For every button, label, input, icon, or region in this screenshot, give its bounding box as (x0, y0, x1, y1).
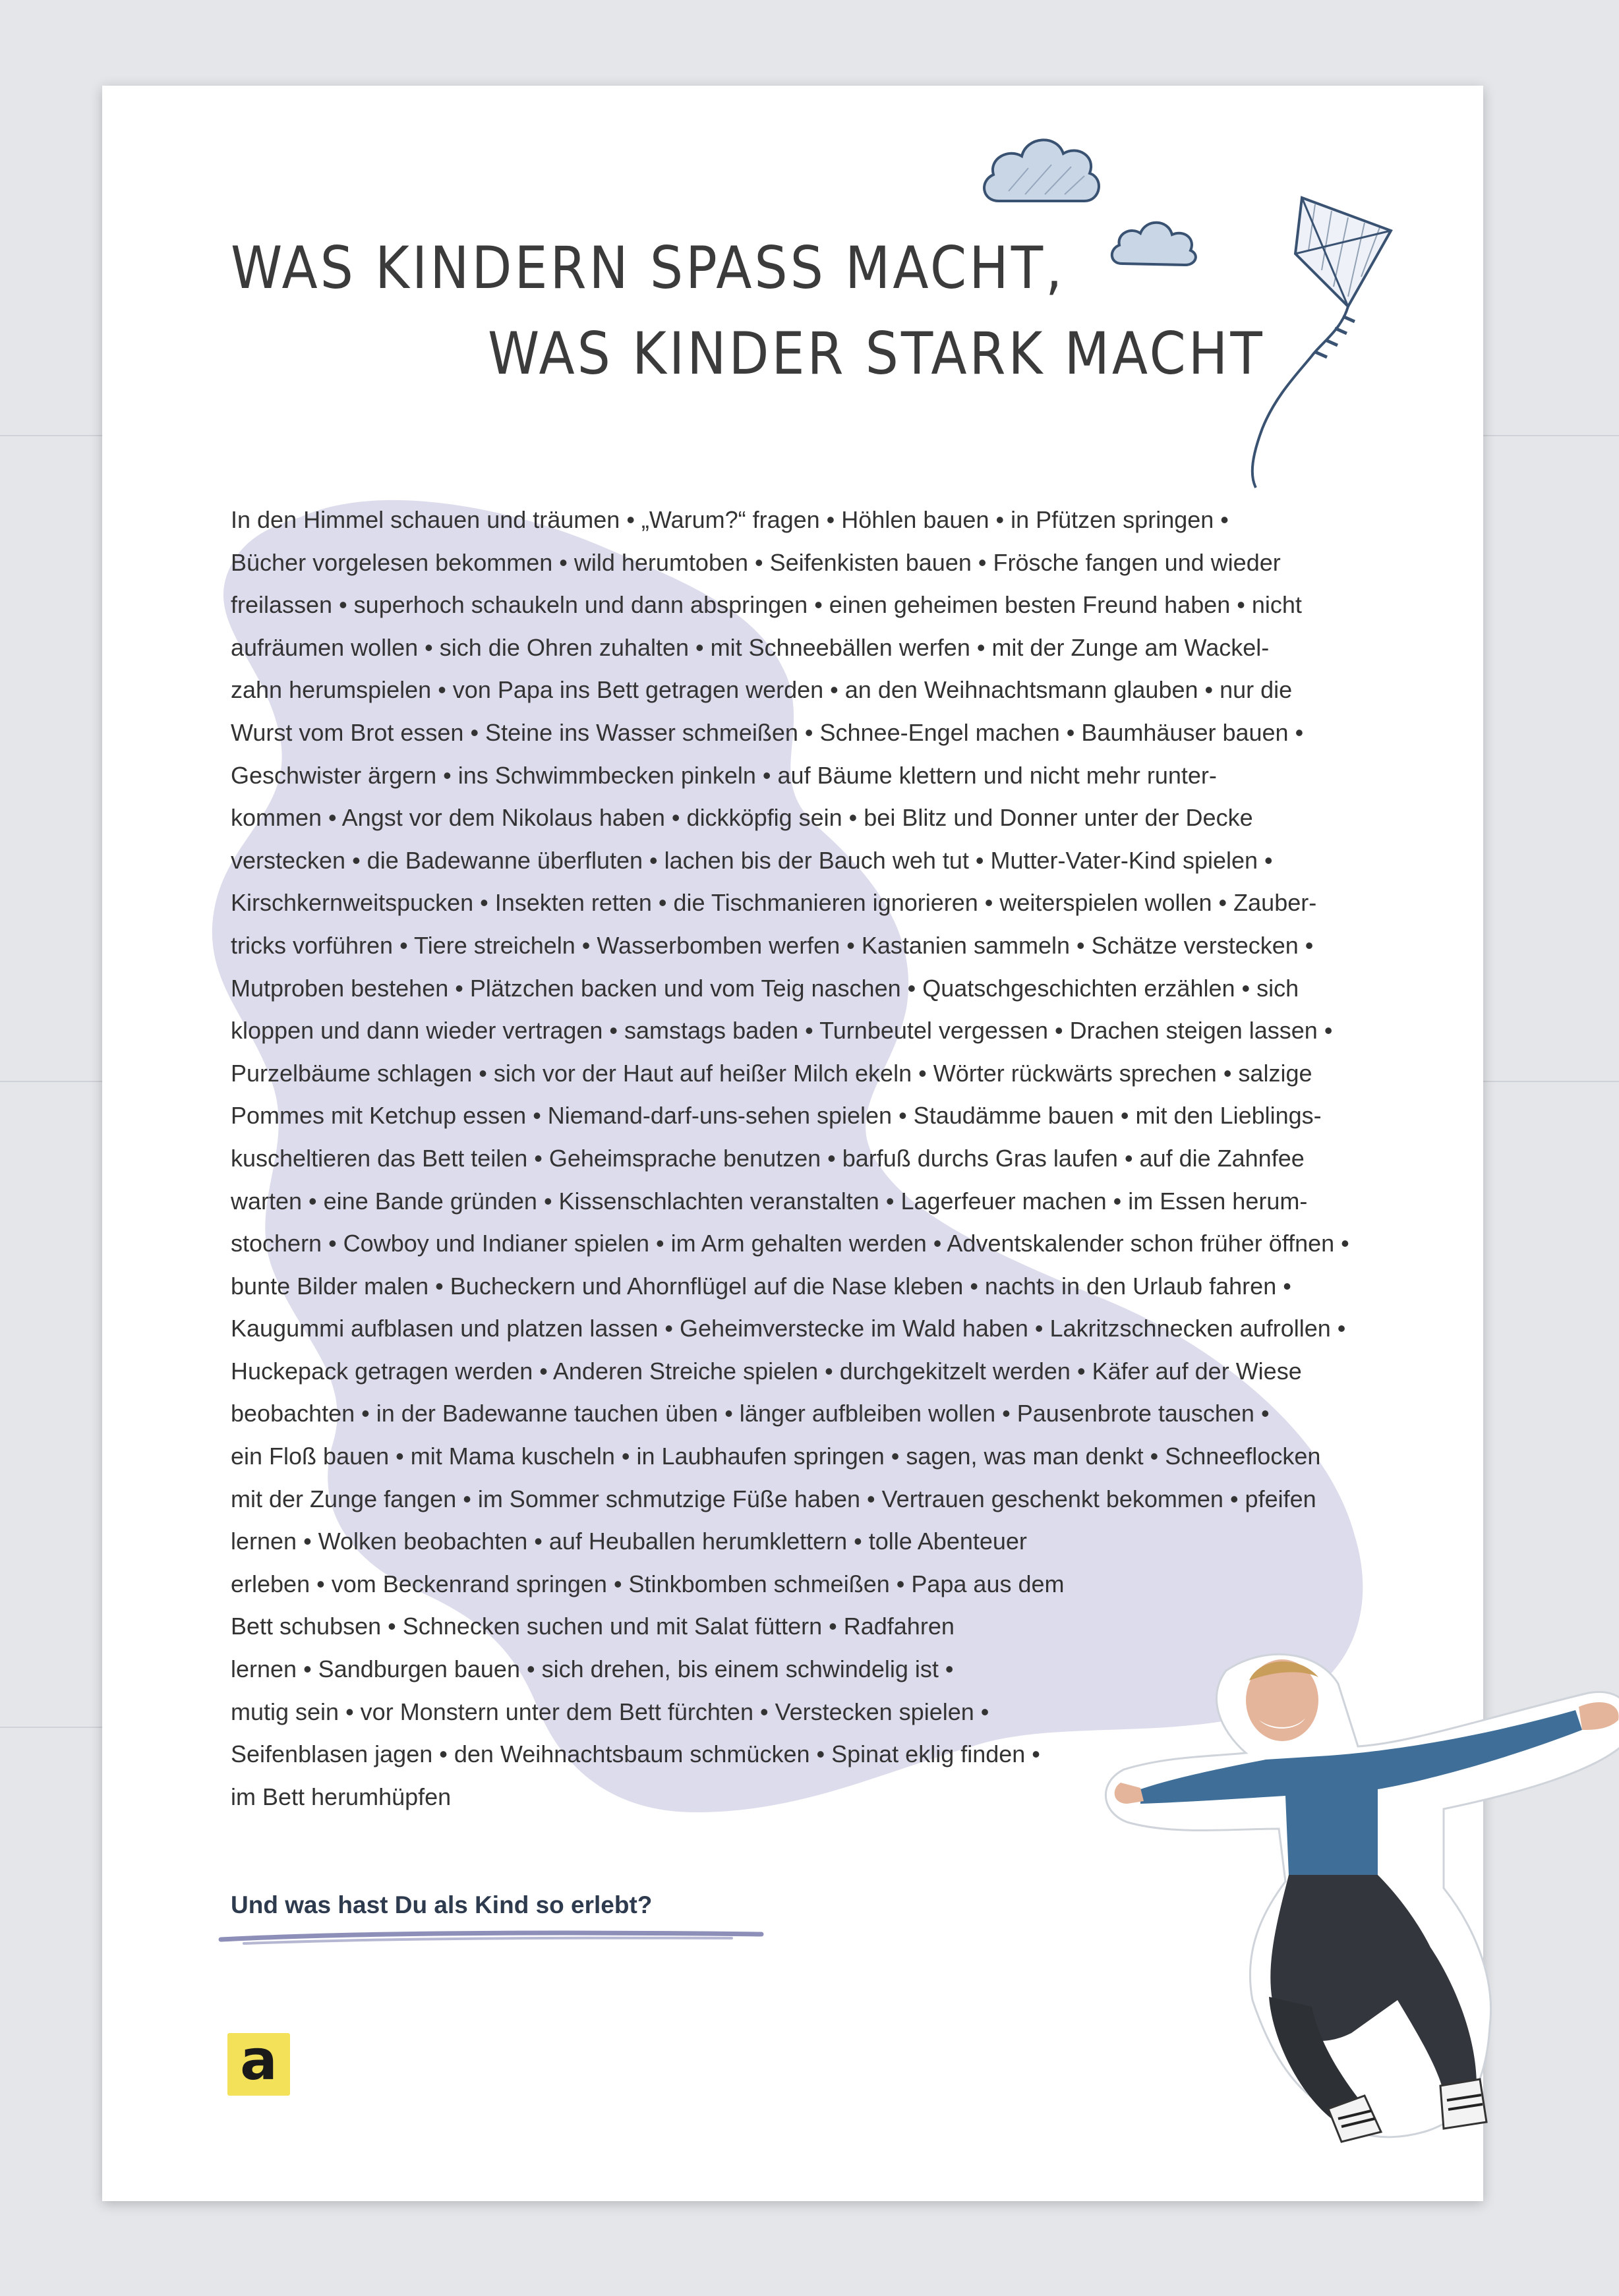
text-line: Bücher vorgelesen bekommen • wild herumtoben • Seifenkisten bauen • Frösche fangen und wieder (231, 548, 1281, 576)
activities-text (231, 499, 1361, 1818)
text-line: ein Floß bauen • mit Mama kuscheln • in Laubhaufen springen • sagen, was man denkt • Schneeflocken (231, 1443, 1321, 1470)
text-line: mutig sein • vor Monstern unter dem Bett fürchten • Verstecken spielen • (231, 1698, 989, 1725)
text-line: Pommes mit Ketchup essen • Niemand-darf-uns-sehen spielen • Staudämme bauen • mit den Lieblings- (231, 1102, 1322, 1130)
text-line: erleben • vom Beckenrand springen • Stinkbomben schmeißen • Papa aus dem (231, 1570, 1065, 1597)
text-line: tricks vorführen • Tiere streicheln • Wasserbomben werfen • Kastanien sammeln • Schätze verstecken • (231, 931, 1314, 959)
cloud-icon (979, 129, 1104, 214)
text-line: lernen • Wolken beobachten • auf Heuballen herumklettern • tolle Abenteuer (231, 1528, 1027, 1555)
text-line: Wurst vom Brot essen • Steine ins Wasser schmeißen • Schnee-Engel machen • Baumhäuser bauen • (231, 718, 1304, 746)
text-line: beobachten • in der Badewanne tauchen üben • länger aufbleiben wollen • Pausenbrote tauschen • (231, 1400, 1270, 1427)
text-line: stochern • Cowboy und Indianer spielen • im Arm gehalten werden • Adventskalender schon früher öffnen • (231, 1230, 1349, 1257)
text-line: verstecken • die Badewanne überfluten • lachen bis der Bauch weh tut • Mutter-Vater-Kind spielen • (231, 846, 1273, 874)
text-line: mit der Zunge fangen • im Sommer schmutzige Füße haben • Vertrauen geschenkt bekommen • pfeifen (231, 1485, 1316, 1512)
text-line: Kirschkernweitspucken • Insekten retten • die Tischmanieren ignorieren • weiterspielen wollen • Zauber- (231, 889, 1317, 917)
text-line: aufräumen wollen • sich die Ohren zuhalten • mit Schneebällen werfen • mit der Zunge am Wackel- (231, 633, 1270, 661)
text-line: Bett schubsen • Schnecken suchen und mit Salat füttern • Radfahren (231, 1613, 955, 1640)
text-line: warten • eine Bande gründen • Kissenschlachten veranstalten • Lagerfeuer machen • im Essen herum- (231, 1187, 1308, 1215)
publisher-logo: a (227, 2033, 290, 2096)
page-title-line-2: WAS KINDER STARK MACHT (488, 320, 1265, 387)
text-line: lernen • Sandburgen bauen • sich drehen, bis einem schwindelig ist • (231, 1655, 954, 1683)
closing-question: Und was hast Du als Kind so erlebt? (231, 1891, 653, 1918)
text-line: kuscheltieren das Bett teilen • Geheimsprache benutzen • barfuß durchs Gras laufen • auf die Zahnfee (231, 1144, 1305, 1172)
page-title-line-1: WAS KINDERN SPASS MACHT, (231, 234, 1065, 302)
kite-icon (1249, 178, 1421, 521)
text-line: kommen • Angst vor dem Nikolaus haben • dickköpfig sein • bei Blitz und Donner unter der Decke (231, 804, 1253, 832)
text-line: zahn herumspielen • von Papa ins Bett getragen werden • an den Weihnachtsmann glauben • nur die (231, 676, 1293, 704)
jumping-man-photo (1101, 1631, 1619, 2158)
text-line: In den Himmel schauen und träumen • „Warum?“ fragen • Höhlen bauen • in Pfützen springen • (231, 506, 1229, 533)
text-line: Mutproben bestehen • Plätzchen backen und vom Teig naschen • Quatschgeschichten erzählen • sich (231, 974, 1299, 1002)
question-underline (218, 1928, 765, 1947)
text-line: im Bett herumhüpfen (231, 1783, 452, 1810)
cloud-icon (1107, 212, 1200, 272)
text-line: Purzelbäume schlagen • sich vor der Haut auf heißer Milch ekeln • Wörter rückwärts sprechen • salzige (231, 1059, 1312, 1087)
text-line: kloppen und dann wieder vertragen • samstags baden • Turnbeutel vergessen • Drachen steigen lassen • (231, 1017, 1333, 1045)
book-page (102, 86, 1483, 2201)
text-line: Huckepack getragen werden • Anderen Streiche spielen • durchgekitzelt werden • Käfer auf der Wiese (231, 1357, 1302, 1385)
text-line: Seifenblasen jagen • den Weihnachtsbaum schmücken • Spinat eklig finden • (231, 1740, 1040, 1768)
text-line: Kaugummi aufblasen und platzen lassen • Geheimverstecke im Wald haben • Lakritzschnecken aufrollen • (231, 1315, 1346, 1342)
text-line: freilassen • superhoch schaukeln und dann abspringen • einen geheimen besten Freund haben • nicht (231, 591, 1302, 619)
text-line: Geschwister ärgern • ins Schwimmbecken pinkeln • auf Bäume klettern und nicht mehr runter- (231, 761, 1217, 789)
text-line: bunte Bilder malen • Bucheckern und Ahornflügel auf die Nase kleben • nachts in den Urlaub fahren • (231, 1272, 1291, 1300)
